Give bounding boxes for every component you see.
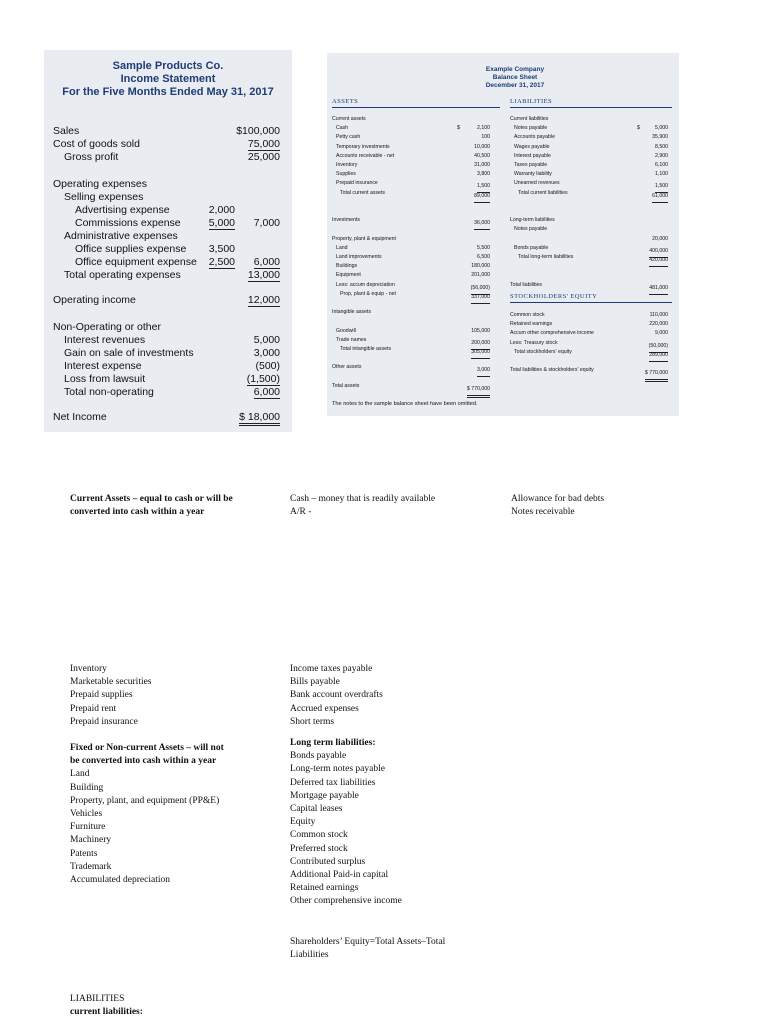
balance-row-amount: 420,000 bbox=[649, 254, 668, 267]
income-row bbox=[44, 125, 292, 139]
balance-row bbox=[327, 226, 679, 233]
income-row-label: Advertising expense bbox=[75, 204, 170, 216]
balance-row-label: Prop, plant & equip - net bbox=[340, 290, 396, 297]
income-row-label: Office supplies expense bbox=[75, 243, 187, 255]
list-item: Patents bbox=[70, 848, 98, 859]
balance-row-label: Total current liabilities bbox=[518, 189, 568, 196]
balance-row-label: Buildings bbox=[336, 263, 358, 270]
income-row-label: Cost of goods sold bbox=[53, 138, 140, 150]
income-row-label: Operating income bbox=[53, 294, 136, 306]
list-item: Short terms bbox=[290, 716, 335, 727]
balance-row-label: Warranty liability bbox=[514, 171, 552, 178]
balance-row-amount: 110,000 bbox=[649, 312, 668, 318]
list-item: Accrued expenses bbox=[290, 703, 359, 714]
balance-company: Example Company bbox=[485, 66, 545, 73]
balance-row bbox=[327, 374, 679, 381]
balance-row bbox=[327, 254, 679, 261]
income-row bbox=[44, 151, 292, 165]
balance-row bbox=[327, 367, 679, 377]
ar-line: A/R - bbox=[290, 507, 312, 518]
income-row-amount: 13,000 bbox=[247, 269, 280, 281]
income-row-amount: 3,000 bbox=[253, 347, 280, 359]
balance-row-amount: 3,800 bbox=[477, 171, 490, 178]
balance-row-label: Total liabilities & stockholders' equity bbox=[510, 367, 594, 374]
income-row-label: Administrative expenses bbox=[64, 230, 178, 242]
balance-row bbox=[327, 153, 679, 160]
cash-definition bbox=[290, 493, 435, 519]
list-item: Prepaid rent bbox=[70, 703, 117, 714]
income-row-amount: 6,000 bbox=[253, 256, 280, 268]
balance-row bbox=[327, 180, 679, 190]
income-row-label: Total operating expenses bbox=[64, 269, 181, 281]
balance-row-amount: 20,000 bbox=[652, 235, 668, 242]
balance-row-label: Accounts receivable - net bbox=[336, 152, 395, 159]
income-row bbox=[44, 411, 292, 425]
balance-row-label: Temporary investments bbox=[336, 143, 390, 150]
balance-row-amount: (56,000) bbox=[471, 282, 490, 295]
allowance-line: Allowance for bad debts bbox=[511, 494, 605, 504]
liabilities-heading: LIABILITIES bbox=[510, 98, 553, 105]
balance-row-label: Total current assets bbox=[340, 189, 385, 196]
balance-row bbox=[327, 291, 679, 298]
balance-row-amount: 61,000 bbox=[652, 190, 668, 203]
balance-row-label: Wages payable bbox=[514, 143, 550, 150]
list-item: Trademark bbox=[70, 861, 112, 872]
equation-line2: Liabilities bbox=[290, 950, 329, 961]
balance-row-amount: 1,100 bbox=[655, 171, 668, 178]
balance-row-label: Cash bbox=[336, 125, 349, 132]
balance-row-label: Land improvements bbox=[336, 254, 382, 260]
income-row-label: Commissions expense bbox=[75, 217, 181, 229]
income-row bbox=[44, 334, 292, 348]
income-row bbox=[44, 360, 292, 374]
long-term-heading: Long term liabilities: bbox=[290, 738, 376, 748]
balance-row-amount: $ 770,000 bbox=[645, 367, 668, 382]
list-item: Preferred stock bbox=[290, 843, 348, 854]
fixed-assets-section bbox=[70, 742, 224, 887]
income-row-amount: 75,000 bbox=[247, 138, 280, 150]
balance-row bbox=[327, 134, 679, 141]
balance-row-label: Common stock bbox=[510, 312, 545, 318]
list-item: Furniture bbox=[70, 822, 106, 833]
balance-row bbox=[327, 358, 679, 365]
income-row-label: Operating expenses bbox=[53, 178, 147, 190]
income-row-amount: 25,000 bbox=[247, 151, 280, 163]
balance-row-label: Unearned revenues bbox=[514, 180, 560, 187]
balance-row-amount: 8,500 bbox=[655, 143, 668, 150]
balance-row bbox=[327, 349, 679, 356]
balance-row bbox=[327, 116, 679, 123]
income-row-amount: (500) bbox=[255, 360, 280, 372]
balance-row bbox=[327, 199, 679, 206]
balance-row-amount: 481,000 bbox=[649, 282, 668, 295]
balance-row-amount: 5,500 bbox=[477, 244, 490, 251]
income-row-label: Interest revenues bbox=[64, 334, 146, 346]
balance-row-amount: 337,000 bbox=[471, 291, 490, 304]
balance-row-amount: $ 770,000 bbox=[467, 383, 490, 398]
income-row bbox=[44, 256, 292, 270]
balance-row-label: Notes payable bbox=[514, 125, 548, 132]
balance-row-label: Investments bbox=[332, 217, 360, 224]
income-row-label: Selling expenses bbox=[64, 191, 144, 203]
long-term-section bbox=[290, 737, 402, 909]
income-row bbox=[44, 294, 292, 308]
balance-row bbox=[327, 312, 679, 319]
list-item: Marketable securities bbox=[70, 677, 152, 688]
balance-row-amount: 36,000 bbox=[474, 217, 490, 230]
income-row bbox=[44, 191, 292, 205]
list-item: Mortgage payable bbox=[290, 790, 359, 801]
balance-sheet bbox=[327, 53, 679, 416]
income-company: Sample Products Co. bbox=[112, 60, 224, 72]
income-row-amount: 6,000 bbox=[253, 386, 280, 398]
equity-heading: STOCKHOLDERS' EQUITY bbox=[510, 293, 598, 300]
middle-list bbox=[290, 663, 383, 729]
balance-title: Balance Sheet bbox=[492, 74, 538, 81]
list-item: Capital leases bbox=[290, 804, 343, 815]
income-row bbox=[44, 217, 292, 231]
list-item: Other comprehensive income bbox=[290, 896, 402, 907]
balance-row-label: Current assets bbox=[332, 116, 366, 122]
list-item: Income taxes payable bbox=[290, 664, 373, 674]
income-title: Income Statement bbox=[120, 73, 216, 85]
liabilities-footer bbox=[70, 993, 143, 1019]
income-row-amount: 7,000 bbox=[253, 217, 280, 229]
list-item: Land bbox=[70, 769, 90, 780]
balance-row-amount: 10,000 bbox=[474, 143, 490, 150]
balance-row-amount: 220,000 bbox=[649, 321, 668, 328]
balance-row-amount: 31,000 bbox=[474, 162, 490, 168]
income-row-label: Total non-operating bbox=[64, 386, 154, 398]
balance-row-label: Supplies bbox=[336, 171, 356, 178]
balance-row-label: Goodwill bbox=[336, 327, 356, 334]
income-row-amount: (1,500) bbox=[246, 373, 280, 385]
balance-row-label: Retained earnings bbox=[510, 321, 553, 328]
balance-row-amount: 201,000 bbox=[471, 272, 490, 279]
balance-row bbox=[327, 300, 679, 307]
balance-row-label: Bonds payable bbox=[514, 244, 549, 251]
fixed-heading-line1: Fixed or Non-current Assets – will not bbox=[70, 743, 224, 753]
balance-row-amount: 400,000 bbox=[649, 245, 668, 258]
balance-row-label: Less: Treasury stock bbox=[510, 339, 558, 346]
balance-row bbox=[327, 272, 679, 279]
income-row bbox=[44, 138, 292, 152]
list-item: Machinery bbox=[70, 835, 112, 846]
income-row bbox=[44, 269, 292, 283]
assets-rule bbox=[332, 107, 500, 108]
balance-row-amount: 6,500 bbox=[477, 254, 490, 260]
income-row-subtotal: 2,000 bbox=[208, 204, 235, 216]
balance-date: December 31, 2017 bbox=[485, 82, 545, 89]
income-row-amount: 12,000 bbox=[247, 294, 280, 306]
list-item: Vehicles bbox=[70, 809, 103, 820]
balance-row-amount: 6,100 bbox=[655, 162, 668, 168]
balance-row-label: Other assets bbox=[332, 364, 362, 371]
income-row bbox=[44, 204, 292, 218]
equation-line1: Shareholders’ Equity=Total Assets–Total bbox=[290, 937, 446, 947]
balance-row bbox=[327, 282, 679, 289]
balance-row-label: Total liabilities bbox=[510, 281, 543, 288]
balance-row-amount: 40,500 bbox=[474, 152, 490, 159]
balance-row-label: Total assets bbox=[332, 382, 360, 389]
current-liabilities-heading: current liabilities: bbox=[70, 1007, 143, 1018]
balance-row-label: Petty cash bbox=[336, 134, 361, 141]
income-row-label: Sales bbox=[53, 125, 80, 137]
balance-row-amount: 9,000 bbox=[655, 330, 668, 337]
balance-row-label: Notes payable bbox=[514, 226, 548, 233]
liabilities-rule bbox=[510, 107, 672, 108]
balance-row bbox=[327, 383, 679, 390]
balance-row-label: Inventory bbox=[336, 162, 358, 168]
balance-row bbox=[327, 340, 679, 347]
balance-row bbox=[327, 144, 679, 151]
list-item: Long-term notes payable bbox=[290, 764, 385, 775]
balance-row-label: Equipment bbox=[336, 272, 361, 279]
balance-row-amount: 3,000 bbox=[477, 364, 490, 377]
income-row bbox=[44, 178, 292, 192]
current-assets-heading-line2: converted into cash within a year bbox=[70, 507, 205, 518]
balance-row bbox=[327, 217, 679, 224]
balance-row-amount: 35,900 bbox=[652, 134, 668, 141]
income-statement bbox=[44, 50, 292, 432]
balance-row-label: Accounts payable bbox=[514, 134, 555, 141]
income-row-label: Loss from lawsuit bbox=[64, 373, 146, 385]
list-item: Deferred tax liabilities bbox=[290, 777, 376, 788]
balance-row bbox=[327, 327, 679, 337]
current-assets-heading bbox=[70, 493, 233, 519]
income-row-label: Gain on sale of investments bbox=[64, 347, 194, 359]
balance-row-amount: 200,000 bbox=[471, 337, 490, 350]
receivables-notes bbox=[511, 493, 604, 519]
balance-row-label: Total stockholders' equity bbox=[514, 348, 572, 355]
balance-row-amount: 2,900 bbox=[655, 152, 668, 159]
left-list bbox=[70, 663, 152, 729]
income-row-amount: 5,000 bbox=[253, 334, 280, 346]
balance-row-amount: 1,500 bbox=[655, 180, 668, 193]
balance-row-label: Interest payable bbox=[514, 152, 551, 159]
balance-row-label: Prepaid insurance bbox=[336, 180, 378, 187]
notes-receivable-line: Notes receivable bbox=[511, 507, 575, 518]
balance-row-label: Intangible assets bbox=[332, 309, 371, 316]
balance-row bbox=[327, 171, 679, 178]
balance-row-amount: 89,000 bbox=[474, 190, 490, 203]
list-item: Prepaid insurance bbox=[70, 716, 138, 727]
balance-row-amount: 305,000 bbox=[471, 346, 490, 359]
list-item: Inventory bbox=[70, 664, 107, 674]
balance-row-label: Land bbox=[336, 244, 348, 251]
balance-row-label: Long-term liabilities bbox=[510, 217, 555, 224]
list-item: Common stock bbox=[290, 830, 348, 841]
list-item: Property, plant, and equipment (PP&E) bbox=[70, 795, 220, 806]
balance-row-amount: (50,000) bbox=[649, 340, 668, 353]
balance-row-currency: $ bbox=[457, 125, 460, 132]
income-row bbox=[44, 230, 292, 244]
balance-row-label: Accum other comprehensive income bbox=[510, 330, 594, 337]
balance-row-label: Property, plant & equipment bbox=[332, 235, 396, 242]
balance-row-amount: 5,000 bbox=[655, 125, 668, 132]
balance-row bbox=[327, 236, 679, 243]
liabilities-footer-heading: LIABILITIES bbox=[70, 994, 125, 1004]
balance-row bbox=[327, 321, 679, 328]
current-assets-heading-line1: Current Assets – equal to cash or will be bbox=[70, 494, 233, 504]
balance-row-amount: 100 bbox=[481, 134, 490, 141]
balance-row-amount: 289,000 bbox=[649, 349, 668, 362]
balance-note: The notes to the sample balance sheet have been omitted. bbox=[332, 401, 478, 407]
income-row-label: Gross profit bbox=[64, 151, 119, 163]
income-row-subtotal: 2,500 bbox=[208, 256, 235, 268]
balance-row-label: Taxes payable bbox=[514, 162, 548, 168]
income-row-label: Interest expense bbox=[64, 360, 142, 372]
fixed-heading-line2: be converted into cash within a year bbox=[70, 756, 217, 767]
balance-row-currency: $ bbox=[637, 125, 640, 132]
list-item: Bills payable bbox=[290, 677, 340, 688]
list-item: Additional Paid-in capital bbox=[290, 870, 389, 881]
balance-row-amount: 1,500 bbox=[477, 180, 490, 193]
balance-row-amount: 2,100 bbox=[477, 125, 490, 132]
income-row bbox=[44, 347, 292, 361]
list-item: Bonds payable bbox=[290, 751, 347, 762]
list-item: Bank account overdrafts bbox=[290, 690, 383, 701]
list-item: Accumulated depreciation bbox=[70, 875, 170, 886]
balance-row-label: Trade names bbox=[336, 336, 367, 343]
balance-row bbox=[327, 208, 679, 215]
balance-row bbox=[327, 190, 679, 197]
list-item: Retained earnings bbox=[290, 883, 359, 894]
income-row-label: Non-Operating or other bbox=[53, 321, 161, 333]
income-row bbox=[44, 243, 292, 257]
income-row bbox=[44, 321, 292, 335]
list-item: Prepaid supplies bbox=[70, 690, 133, 701]
income-row-amount: $ 18,000 bbox=[239, 411, 280, 426]
list-item: Contributed surplus bbox=[290, 856, 366, 867]
balance-row bbox=[327, 162, 679, 169]
balance-row-label: Total long-term liabilities bbox=[518, 254, 574, 260]
income-row bbox=[44, 373, 292, 387]
equity-equation bbox=[290, 936, 445, 962]
income-row bbox=[44, 386, 292, 400]
balance-row-label: Current liabilities bbox=[510, 116, 549, 122]
list-item: Building bbox=[70, 782, 104, 793]
cash-line: Cash – money that is readily available bbox=[290, 494, 436, 504]
balance-row bbox=[327, 263, 679, 270]
income-row-subtotal: 3,500 bbox=[208, 243, 235, 255]
balance-row-amount: 180,000 bbox=[471, 263, 490, 270]
balance-row-label: Total intangible assets bbox=[340, 346, 392, 352]
balance-row-amount: 105,000 bbox=[471, 327, 490, 334]
income-row-subtotal: 5,000 bbox=[208, 217, 235, 229]
income-row-amount: $100,000 bbox=[236, 125, 280, 137]
balance-row bbox=[327, 125, 679, 132]
assets-heading: ASSETS bbox=[332, 98, 359, 105]
income-row-label: Office equipment expense bbox=[75, 256, 197, 268]
list-item: Equity bbox=[290, 817, 316, 828]
income-period: For the Five Months Ended May 31, 2017 bbox=[62, 86, 274, 98]
balance-row bbox=[327, 245, 679, 252]
balance-row-label: Less: accum depreciation bbox=[336, 281, 395, 288]
income-row-label: Net Income bbox=[53, 411, 107, 423]
